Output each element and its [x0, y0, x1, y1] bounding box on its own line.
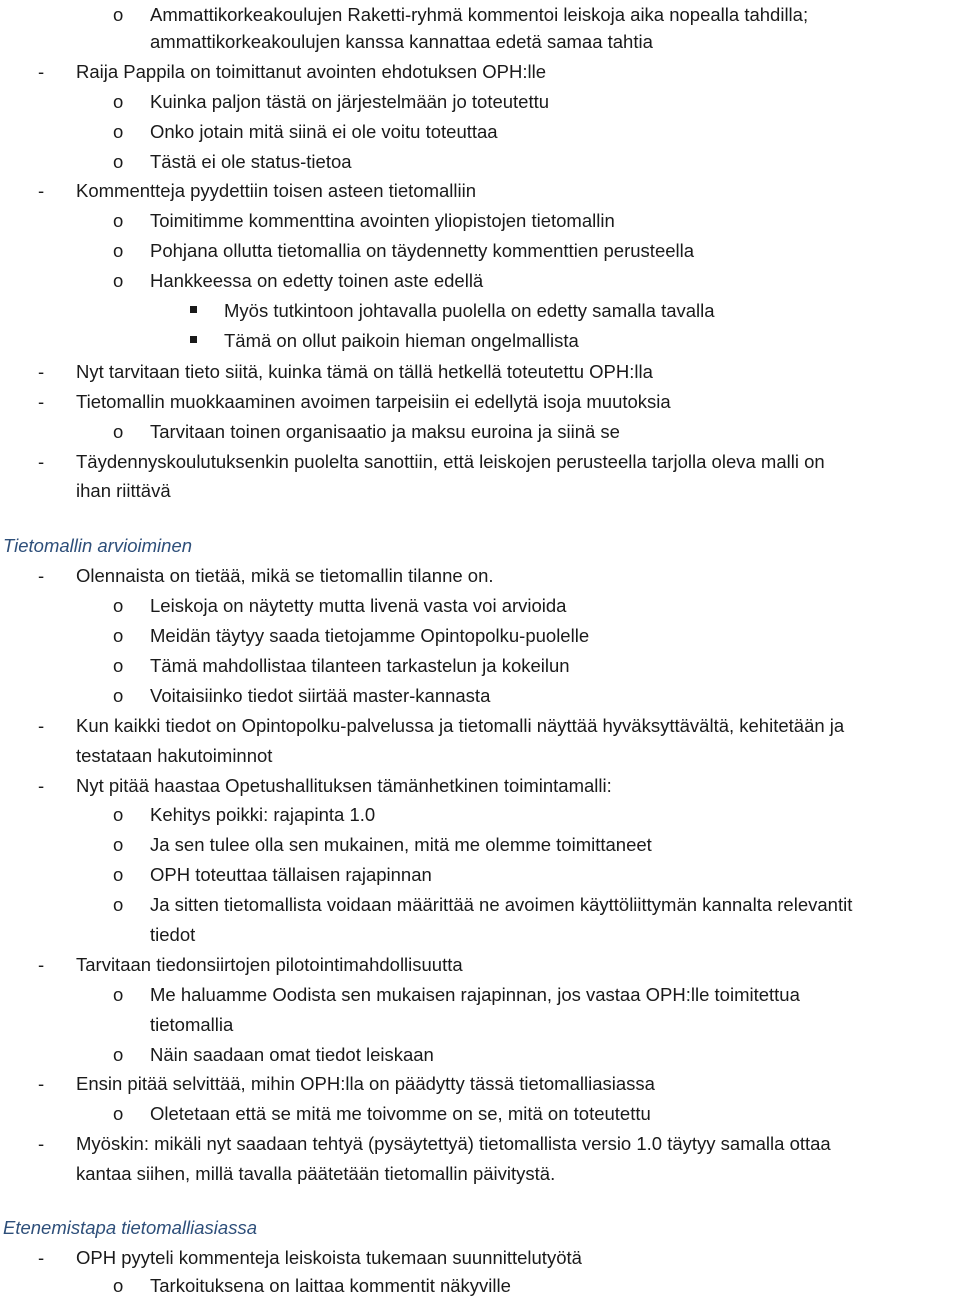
list-item: Tämä mahdollistaa tilanteen tarkastelun ja kokeilun — [150, 655, 570, 676]
list-marker-circle: o — [113, 1044, 124, 1065]
list-marker-circle: o — [113, 625, 124, 646]
list-marker-dash: - — [38, 775, 45, 796]
list-item: Näin saadaan omat tiedot leiskaan — [150, 1044, 434, 1065]
list-marker-dash: - — [38, 451, 45, 472]
list-marker-circle: o — [113, 834, 124, 855]
list-item-continuation: tietomallia — [150, 1014, 234, 1035]
list-marker-dash: - — [38, 180, 45, 201]
list-item-continuation: ammattikorkeakoulujen kanssa kannattaa edetä samaa tahtia — [150, 31, 653, 52]
list-item: Kehitys poikki: rajapinta 1.0 — [150, 804, 376, 825]
list-marker-circle: o — [113, 91, 124, 112]
list-item: Kun kaikki tiedot on Opintopolku-palvelussa ja tietomalli näyttää hyväksyttävältä, kehitetään ja — [76, 715, 845, 736]
list-marker-dash: - — [38, 954, 45, 975]
list-marker-dash: - — [38, 565, 45, 586]
list-item: Toimitimme kommenttina avointen yliopistojen tietomallin — [150, 210, 615, 231]
list-item: Meidän täytyy saada tietojamme Opintopolku-puolelle — [150, 625, 590, 646]
list-item: Ensin pitää selvittää, mihin OPH:lla on päädytty tässä tietomalliasiassa — [76, 1073, 655, 1094]
list-item: Oletetaan että se mitä me toivomme on se, mitä on toteutettu — [150, 1103, 651, 1124]
list-item: OPH pyyteli kommenteja leiskoista tukemaan suunnittelutyötä — [76, 1247, 582, 1268]
list-marker-circle: o — [113, 894, 124, 915]
list-item: Leiskoja on näytetty mutta livenä vasta voi arvioida — [150, 595, 567, 616]
list-item: Ammattikorkeakoulujen Raketti-ryhmä kommentoi leiskoja aika nopealla tahdilla; — [150, 4, 809, 25]
list-marker-circle: o — [113, 1103, 124, 1124]
list-marker-dash: - — [38, 361, 45, 382]
list-marker-circle: o — [113, 151, 124, 172]
list-marker-circle: o — [113, 270, 124, 291]
list-item: Täydennyskoulutuksenkin puolelta sanottiin, että leiskojen perusteella tarjolla oleva malli on — [76, 451, 825, 472]
list-item-continuation: ihan riittävä — [76, 480, 171, 501]
section-heading: Tietomallin arvioiminen — [3, 535, 193, 556]
list-item-continuation: testataan hakutoiminnot — [76, 745, 273, 766]
list-marker-circle: o — [113, 210, 124, 231]
list-item: Tarvitaan toinen organisaatio ja maksu euroina ja siinä se — [150, 421, 620, 442]
list-item: Tarvitaan tiedonsiirtojen pilotointimahdollisuutta — [76, 954, 463, 975]
list-item-continuation: tiedot — [150, 924, 196, 945]
list-item: Olennaista on tietää, mikä se tietomallin tilanne on. — [76, 565, 494, 586]
list-item: Tämä on ollut paikoin hieman ongelmallista — [224, 330, 579, 351]
list-item: OPH toteuttaa tällaisen rajapinnan — [150, 864, 432, 885]
list-item: Tästä ei ole status-tietoa — [150, 151, 352, 172]
list-item: Ja sen tulee olla sen mukainen, mitä me olemme toimittaneet — [150, 834, 652, 855]
list-item: Myös tutkintoon johtavalla puolella on edetty samalla tavalla — [224, 300, 715, 321]
list-item: Tarkoituksena on laittaa kommentit näkyville — [150, 1275, 511, 1296]
list-marker-circle: o — [113, 595, 124, 616]
list-marker-circle: o — [113, 421, 124, 442]
list-item: Me haluamme Oodista sen mukaisen rajapinnan, jos vastaa OPH:lle toimitettua — [150, 984, 800, 1005]
list-marker-dash: - — [38, 1073, 45, 1094]
list-marker-circle: o — [113, 4, 124, 25]
section-heading: Etenemistapa tietomalliasiassa — [3, 1217, 257, 1238]
list-item: Kuinka paljon tästä on järjestelmään jo toteutettu — [150, 91, 550, 112]
list-marker-dash: - — [38, 1133, 45, 1154]
list-marker-square — [190, 306, 197, 313]
list-marker-circle: o — [113, 240, 124, 261]
list-item: Myöskin: mikäli nyt saadaan tehtyä (pysäytettyä) tietomallista versio 1.0 täytyy samalla ottaa — [76, 1133, 831, 1154]
list-item: Onko jotain mitä siinä ei ole voitu toteuttaa — [150, 121, 498, 142]
list-marker-circle: o — [113, 121, 124, 142]
list-marker-square — [190, 336, 197, 343]
list-marker-circle: o — [113, 655, 124, 676]
list-marker-dash: - — [38, 61, 45, 82]
list-marker-dash: - — [38, 391, 45, 412]
list-item: Raija Pappila on toimittanut avointen ehdotuksen OPH:lle — [76, 61, 546, 82]
list-marker-circle: o — [113, 864, 124, 885]
list-item-continuation: kantaa siihen, millä tavalla päätetään tietomallin päivitystä. — [76, 1163, 556, 1184]
list-item: Nyt pitää haastaa Opetushallituksen tämänhetkinen toimintamalli: — [76, 775, 612, 796]
list-item: Hankkeessa on edetty toinen aste edellä — [150, 270, 484, 291]
list-marker-circle: o — [113, 685, 124, 706]
list-item: Voitaisiinko tiedot siirtää master-kannasta — [150, 685, 491, 706]
list-item: Tietomallin muokkaaminen avoimen tarpeisiin ei edellytä isoja muutoksia — [76, 391, 671, 412]
list-item: Ja sitten tietomallista voidaan määrittää ne avoimen käyttöliittymän kannalta relevantit — [150, 894, 853, 915]
list-marker-dash: - — [38, 1247, 45, 1268]
list-item: Nyt tarvitaan tieto siitä, kuinka tämä on tällä hetkellä toteutettu OPH:lla — [76, 361, 653, 382]
list-marker-dash: - — [38, 715, 45, 736]
list-marker-circle: o — [113, 1275, 124, 1296]
list-marker-circle: o — [113, 984, 124, 1005]
list-item: Kommentteja pyydettiin toisen asteen tietomalliin — [76, 180, 477, 201]
list-item: Pohjana ollutta tietomallia on täydennetty kommenttien perusteella — [150, 240, 695, 261]
list-marker-circle: o — [113, 804, 124, 825]
